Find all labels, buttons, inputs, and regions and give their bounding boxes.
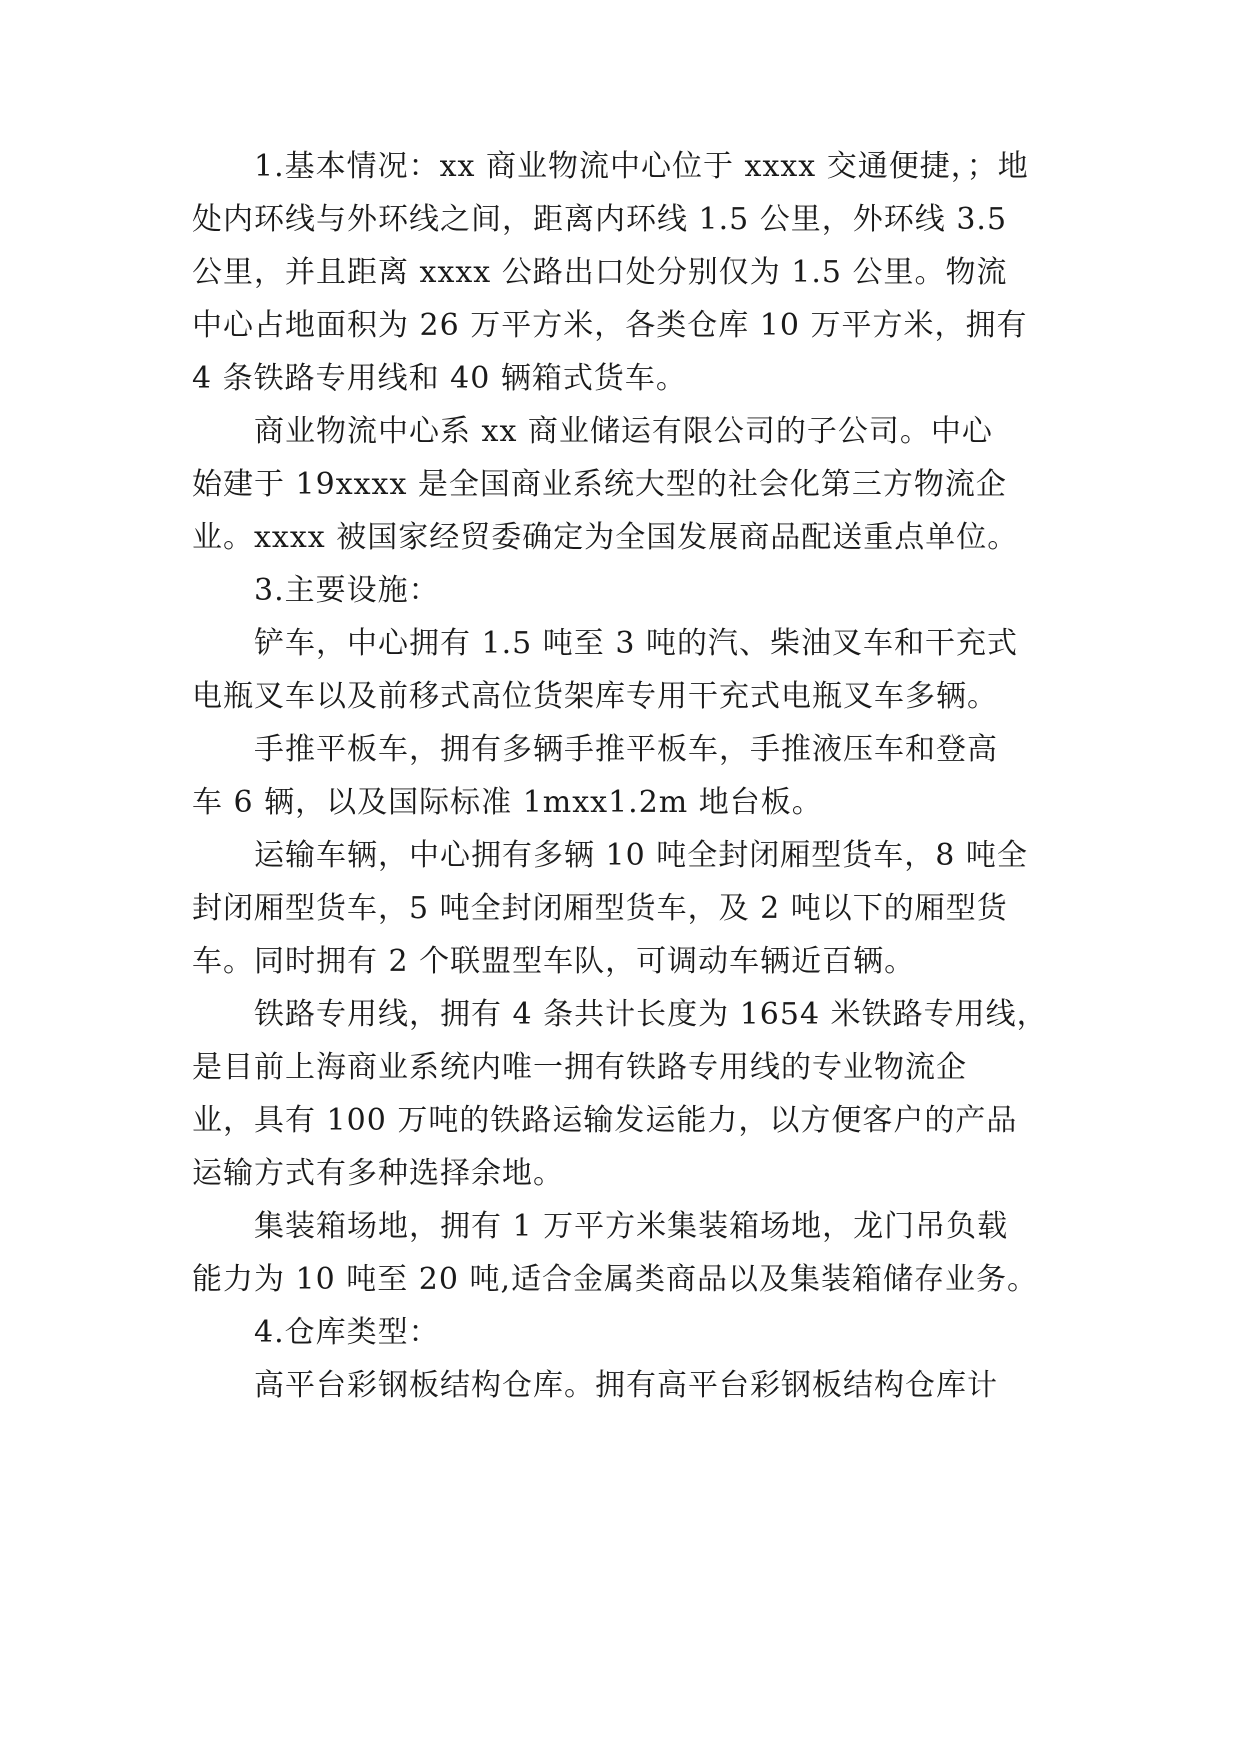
paragraph-line: 车 6 辆，以及国际标准 1mxx1.2m 地台板。	[192, 785, 823, 820]
paragraph-line: 电瓶叉车以及前移式高位货架库专用干充式电瓶叉车多辆。	[192, 679, 998, 714]
paragraph-line: 铲车，中心拥有 1.5 吨至 3 吨的汽、柴油叉车和干充式	[254, 626, 1018, 661]
paragraph-line: 高平台彩钢板结构仓库。拥有高平台彩钢板结构仓库计	[254, 1368, 998, 1403]
paragraph-line: 商业物流中心系 xx 商业储运有限公司的子公司。中心	[254, 414, 993, 449]
paragraph-line: 运输车辆，中心拥有多辆 10 吨全封闭厢型货车，8 吨全	[254, 838, 1028, 873]
paragraph-line: 车。同时拥有 2 个联盟型车队，可调动车辆近百辆。	[192, 944, 916, 979]
paragraph-line: 4 条铁路专用线和 40 辆箱式货车。	[192, 361, 687, 396]
paragraph-line: 铁路专用线，拥有 4 条共计长度为 1654 米铁路专用线，	[254, 997, 1048, 1032]
paragraph-line: 运输方式有多种选择余地。	[192, 1156, 564, 1191]
paragraph-line: 能力为 10 吨至 20 吨,适合金属类商品以及集装箱储存业务。	[192, 1262, 1039, 1297]
paragraph-line: 集装箱场地，拥有 1 万平方米集装箱场地，龙门吊负载	[254, 1209, 1009, 1244]
paragraph-line: 始建于 19xxxx 是全国商业系统大型的社会化第三方物流企	[192, 467, 1007, 502]
paragraph-line: 业。xxxx 被国家经贸委确定为全国发展商品配送重点单位。	[192, 520, 1019, 555]
paragraph-line: 公里，并且距离 xxxx 公路出口处分别仅为 1.5 公里。物流	[192, 255, 1008, 290]
paragraph-line: 是目前上海商业系统内唯一拥有铁路专用线的专业物流企	[192, 1050, 967, 1085]
paragraph-line: 业，具有 100 万吨的铁路运输发运能力，以方便客户的产品	[192, 1103, 1018, 1138]
paragraph-line: 1.基本情况：xx 商业物流中心位于 xxxx 交通便捷，；地	[254, 149, 1029, 184]
section-heading: 4.仓库类型：	[254, 1315, 440, 1350]
section-heading: 3.主要设施：	[254, 573, 440, 608]
paragraph-line: 中心占地面积为 26 万平方米，各类仓库 10 万平方米，拥有	[192, 308, 1028, 343]
paragraph-line: 处内环线与外环线之间，距离内环线 1.5 公里，外环线 3.5	[192, 202, 1008, 237]
paragraph-line: 封闭厢型货车，5 吨全封闭厢型货车，及 2 吨以下的厢型货	[192, 891, 1008, 926]
paragraph-line: 手推平板车，拥有多辆手推平板车，手推液压车和登高	[254, 732, 998, 767]
